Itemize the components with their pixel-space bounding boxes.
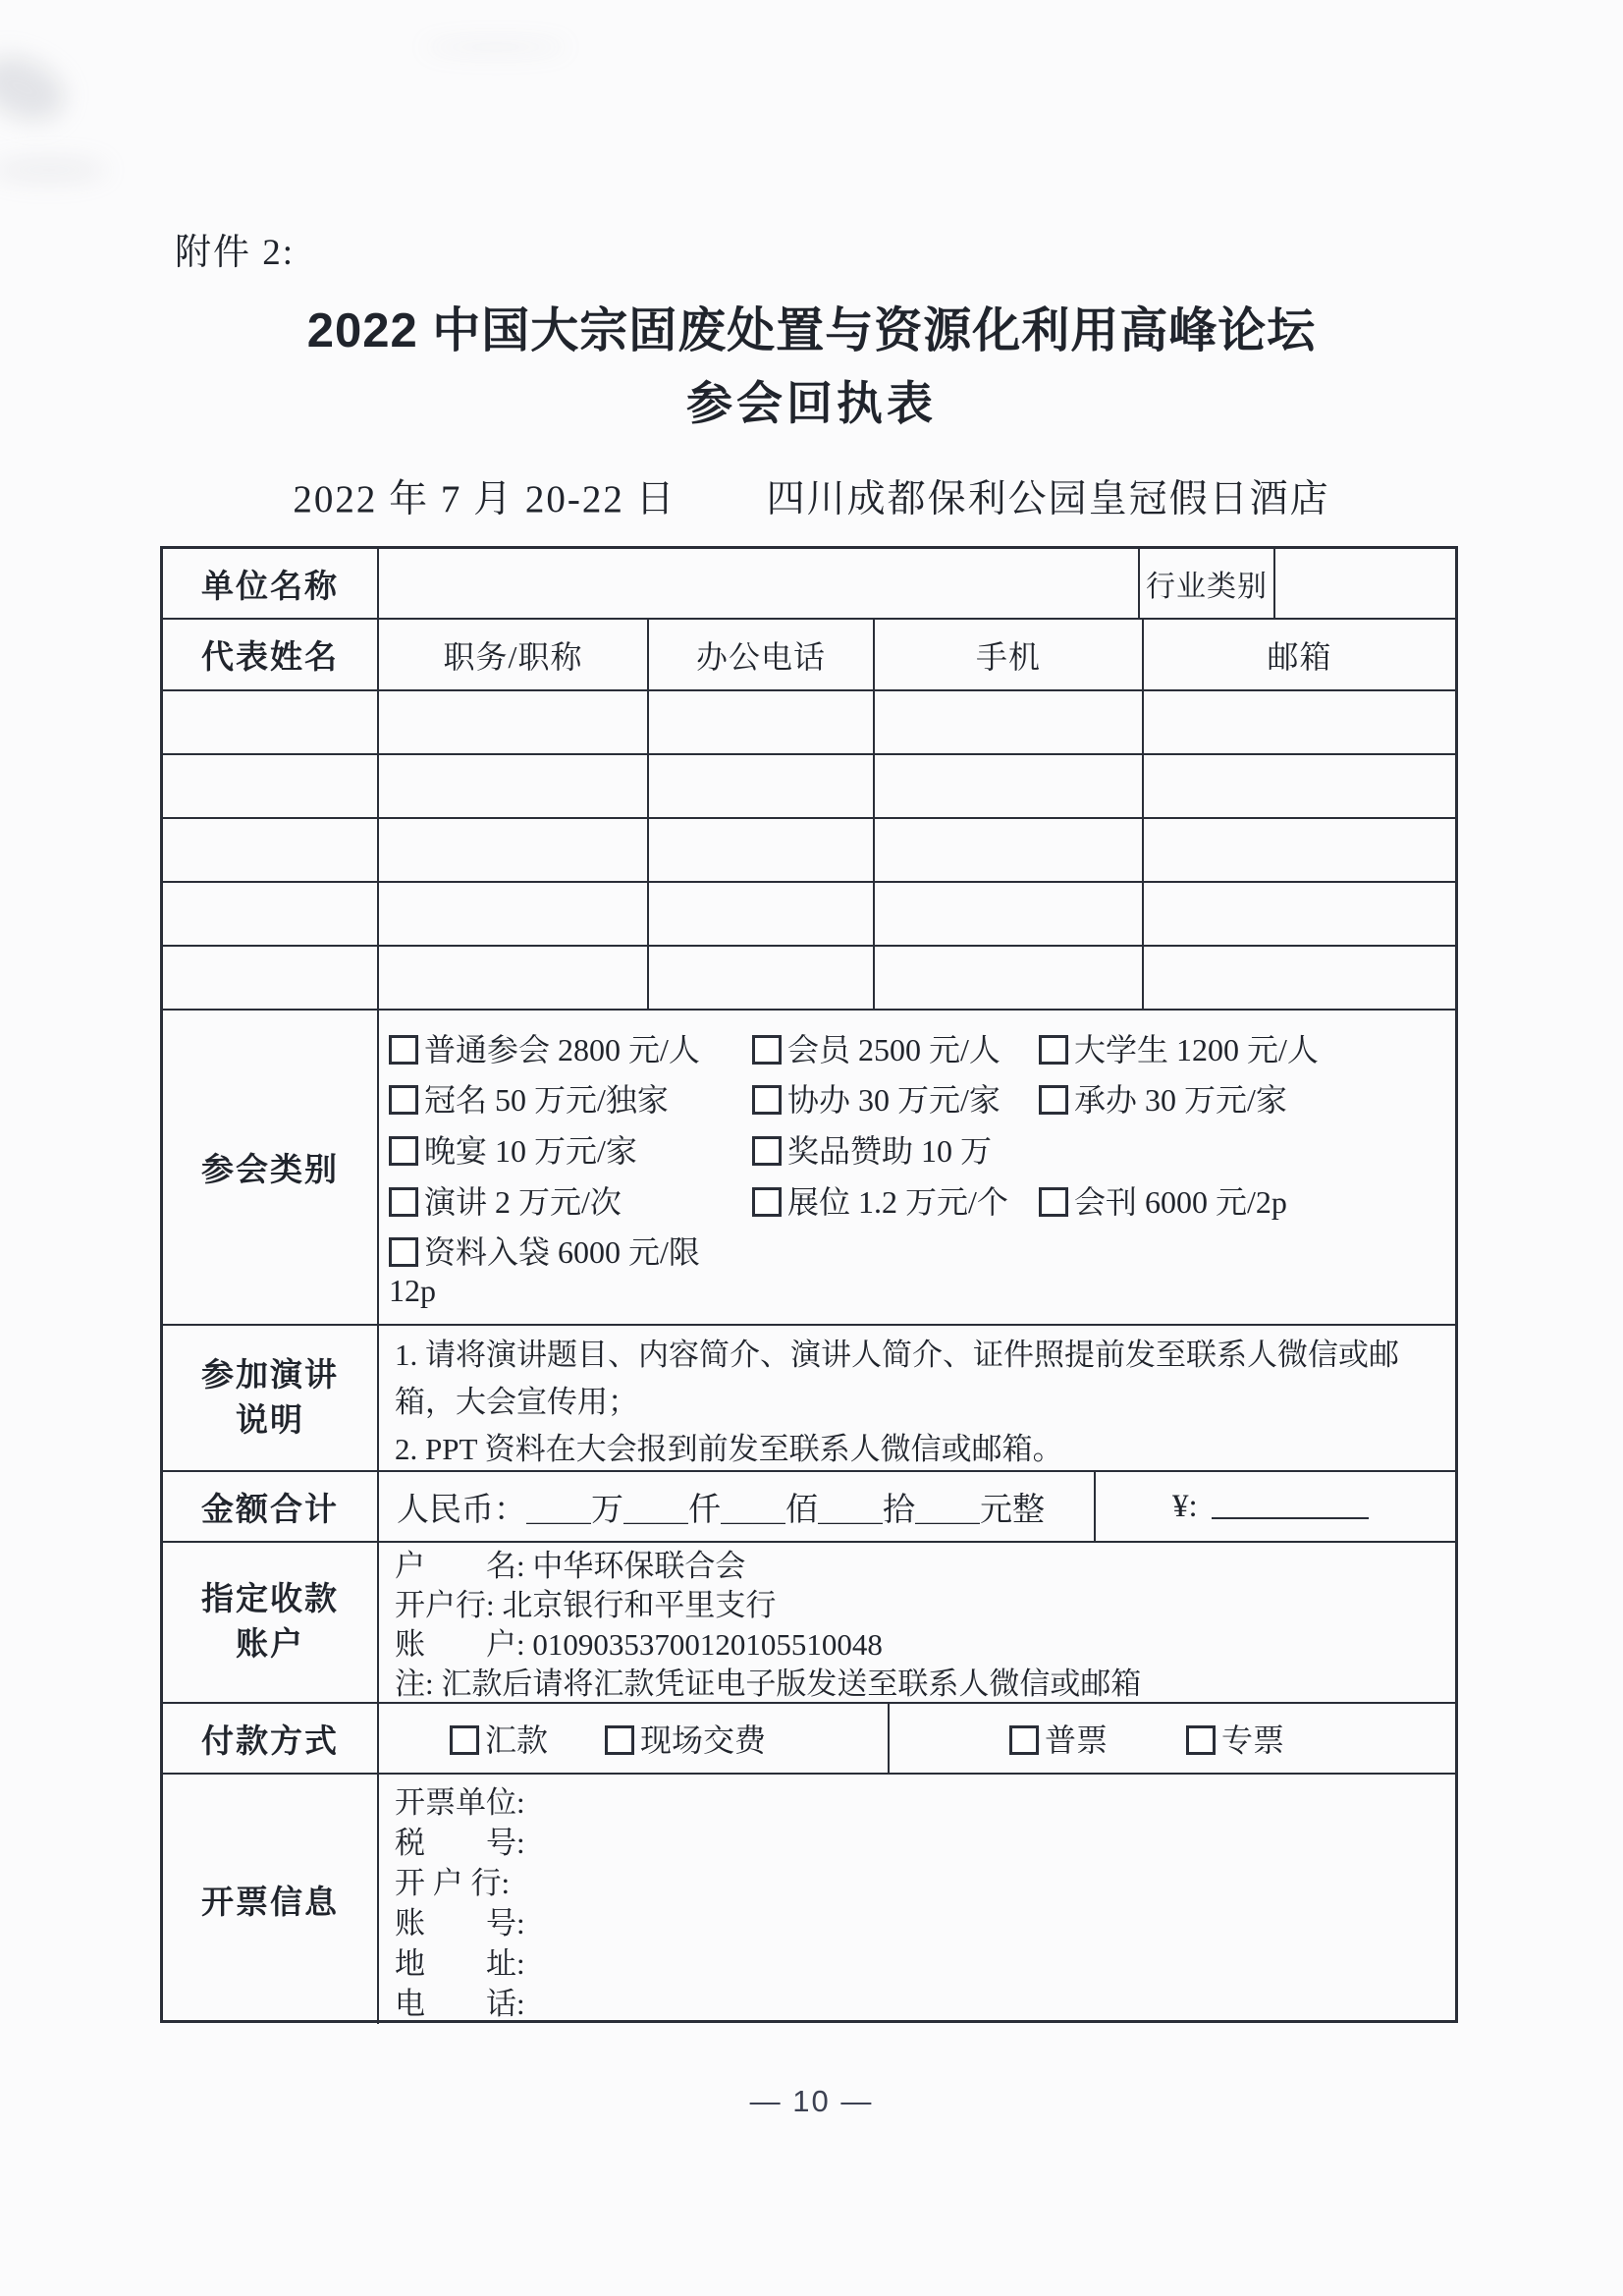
invoice-account-no-line: 账 号:	[395, 1906, 525, 1941]
rep-empty-row	[163, 883, 1455, 947]
invoice-info-row	[163, 1775, 1455, 2024]
checkbox-icon	[752, 1136, 782, 1166]
amount-row	[163, 1472, 1455, 1543]
payment-option	[605, 1716, 766, 1761]
rep-empty-cell	[1144, 947, 1455, 1009]
checkbox-icon	[450, 1725, 479, 1755]
category-option	[752, 1126, 1039, 1172]
speech-note-item: 1. 请将演讲题目、内容简介、演讲人简介、证件照提前发至联系人微信或邮箱，大会宣传用；	[395, 1338, 1399, 1419]
rep-empty-cell	[163, 691, 379, 753]
account-number-line: 账 户: 01090353700120105510048	[395, 1627, 883, 1662]
amount-rmb-cell	[379, 1472, 1096, 1541]
rep-name-header: 代表姓名	[163, 620, 379, 689]
amount-label: 金额合计	[163, 1472, 379, 1541]
document-subtitle: 参会回执表	[686, 377, 937, 429]
invoice-phone-line: 电 话:	[395, 1987, 525, 2021]
payment-row	[163, 1704, 1455, 1775]
account-content	[379, 1543, 1455, 1702]
category-options	[379, 1011, 1455, 1324]
rep-office-phone-header: 办公电话	[649, 620, 875, 689]
amount-yen-label: ¥:	[1172, 1488, 1198, 1524]
checkbox-icon	[389, 1085, 418, 1115]
rep-empty-cell	[379, 691, 649, 753]
rep-empty-cell	[875, 883, 1144, 945]
account-label-line2: 账户	[236, 1627, 304, 1663]
category-option	[1039, 1025, 1455, 1070]
page-number: — 10 —	[749, 2084, 874, 2118]
checkbox-icon	[605, 1725, 634, 1755]
checkbox-icon	[1186, 1725, 1216, 1755]
scan-artifact	[0, 157, 108, 183]
invoice-tax-no-line: 税 号:	[395, 1826, 525, 1860]
scan-artifact	[422, 39, 569, 55]
industry-blank-cell	[1275, 549, 1455, 618]
event-date: 2022 年 7 月 20-22 日	[293, 478, 676, 520]
category-option-label: 奖品赞助 10 万	[787, 1132, 993, 1169]
rep-empty-cell	[1144, 819, 1455, 881]
category-option	[752, 1177, 1039, 1223]
category-option	[389, 1025, 752, 1070]
invoice-type-option	[1009, 1716, 1108, 1761]
document-title: 2022 中国大宗固废处置与资源化利用高峰论坛	[306, 304, 1317, 357]
category-option	[1039, 1177, 1455, 1223]
rep-empty-row	[163, 947, 1455, 1011]
amount-rmb-text: 人民币：＿＿万＿＿仟＿＿佰＿＿拾＿＿元整	[397, 1492, 1045, 1528]
category-option-label: 会刊 6000 元/2p	[1074, 1183, 1287, 1220]
account-label	[163, 1543, 379, 1702]
payment-option-label: 汇款	[485, 1722, 549, 1758]
rep-empty-cell	[649, 819, 875, 881]
registration-table	[160, 546, 1458, 2023]
speech-note-label-line2: 说明	[236, 1402, 304, 1439]
category-option	[1039, 1075, 1455, 1121]
category-option-label: 展位 1.2 万元/个	[787, 1183, 1008, 1220]
event-date-line	[0, 468, 1623, 523]
org-name-label: 单位名称	[163, 549, 379, 618]
checkbox-icon	[389, 1237, 418, 1267]
checkbox-icon	[1039, 1085, 1068, 1115]
category-option	[389, 1228, 752, 1309]
rep-empty-cell	[379, 755, 649, 817]
category-row	[163, 1011, 1455, 1326]
invoice-info-label: 开票信息	[163, 1775, 379, 2024]
category-option-label: 演讲 2 万元/次	[424, 1183, 622, 1220]
account-label-line1: 指定收款	[201, 1582, 339, 1617]
account-bank-line: 开户行: 北京银行和平里支行	[395, 1588, 777, 1622]
rep-empty-cell	[1144, 755, 1455, 817]
rep-empty-row	[163, 755, 1455, 819]
speech-note-item: 2. PPT 资料在大会报到前发至联系人微信或邮箱。	[395, 1432, 1063, 1466]
checkbox-icon	[752, 1187, 782, 1217]
checkbox-icon	[1039, 1187, 1068, 1217]
category-option-label: 普通参会 2800 元/人	[424, 1031, 700, 1067]
category-option-label: 协办 30 万元/家	[787, 1082, 1001, 1119]
category-option-label: 冠名 50 万元/独家	[424, 1082, 669, 1119]
category-line	[389, 1075, 1455, 1121]
rep-empty-row	[163, 691, 1455, 755]
rep-empty-cell	[875, 947, 1144, 1009]
category-option-label: 大学生 1200 元/人	[1074, 1031, 1319, 1067]
category-option	[752, 1075, 1039, 1121]
category-line	[389, 1228, 1455, 1309]
rep-empty-cell	[649, 883, 875, 945]
category-option	[389, 1126, 752, 1172]
checkbox-icon	[1009, 1725, 1039, 1755]
category-option-label: 资料入袋 6000 元/限 12p	[389, 1234, 700, 1309]
rep-empty-cell	[163, 819, 379, 881]
rep-header-row	[163, 620, 1455, 691]
rep-empty-cell	[649, 755, 875, 817]
category-line	[389, 1025, 1455, 1070]
amount-yen-cell	[1096, 1472, 1455, 1541]
rep-email-header: 邮箱	[1267, 638, 1332, 675]
category-line	[389, 1126, 1455, 1172]
rep-mobile-header: 手机	[875, 620, 1144, 689]
speech-note-label	[163, 1326, 379, 1470]
account-row	[163, 1543, 1455, 1704]
invoice-type-option-label: 专票	[1221, 1722, 1285, 1758]
rep-empty-cell	[875, 755, 1144, 817]
invoice-type-options	[890, 1704, 1455, 1773]
account-holder-line: 户 名: 中华环保联合会	[395, 1549, 746, 1583]
category-option-label: 承办 30 万元/家	[1074, 1082, 1287, 1119]
category-option	[389, 1075, 752, 1121]
amount-yen-blank-line	[1212, 1517, 1369, 1519]
rep-title-header: 职务/职称	[379, 620, 649, 689]
rep-empty-cell	[875, 819, 1144, 881]
checkbox-icon	[752, 1035, 782, 1065]
attachment-label: 附件 2:	[175, 233, 296, 273]
checkbox-icon	[752, 1085, 782, 1115]
category-option	[389, 1177, 752, 1223]
org-name-row	[163, 549, 1455, 620]
speech-note-label-line1: 参加演讲	[201, 1357, 339, 1394]
category-line	[389, 1177, 1455, 1223]
rep-empty-cell	[379, 947, 649, 1009]
category-option-label: 晚宴 10 万元/家	[424, 1132, 637, 1169]
rep-empty-cell	[649, 947, 875, 1009]
category-option	[752, 1025, 1039, 1070]
rep-empty-cell	[1144, 883, 1455, 945]
speech-note-content	[379, 1326, 1455, 1470]
invoice-type-option-label: 普票	[1045, 1722, 1109, 1758]
checkbox-icon	[1039, 1035, 1068, 1065]
checkbox-icon	[389, 1187, 418, 1217]
event-venue: 四川成都保利公园皇冠假日酒店	[766, 478, 1330, 520]
category-label: 参会类别	[163, 1011, 379, 1324]
scan-artifact	[0, 43, 75, 133]
payment-option	[450, 1716, 548, 1761]
rep-empty-cell	[163, 755, 379, 817]
invoice-unit-line: 开票单位:	[395, 1785, 525, 1820]
invoice-info-content	[379, 1775, 1455, 2024]
industry-label: 行业类别	[1140, 549, 1275, 618]
invoice-bank-line: 开 户 行:	[395, 1866, 511, 1900]
rep-empty-cell	[163, 883, 379, 945]
rep-empty-row	[163, 819, 1455, 883]
invoice-address-line: 地 址:	[395, 1946, 525, 1981]
payment-label: 付款方式	[163, 1704, 379, 1773]
checkbox-icon	[389, 1035, 418, 1065]
rep-empty-cell	[1144, 691, 1455, 753]
rep-empty-cell	[649, 691, 875, 753]
rep-empty-cell	[379, 819, 649, 881]
rep-empty-cell	[379, 883, 649, 945]
invoice-type-option	[1186, 1716, 1284, 1761]
checkbox-icon	[389, 1136, 418, 1166]
payment-method-options	[379, 1704, 890, 1773]
org-name-blank-cell	[379, 549, 1140, 618]
category-option-label: 会员 2500 元/人	[787, 1031, 1001, 1067]
speech-note-row	[163, 1326, 1455, 1472]
rep-empty-cell	[163, 947, 379, 1009]
rep-empty-cell	[875, 691, 1144, 753]
payment-option-label: 现场交费	[640, 1722, 767, 1758]
account-note-line: 注: 汇款后请将汇款凭证电子版发送至联系人微信或邮箱	[395, 1667, 1142, 1701]
